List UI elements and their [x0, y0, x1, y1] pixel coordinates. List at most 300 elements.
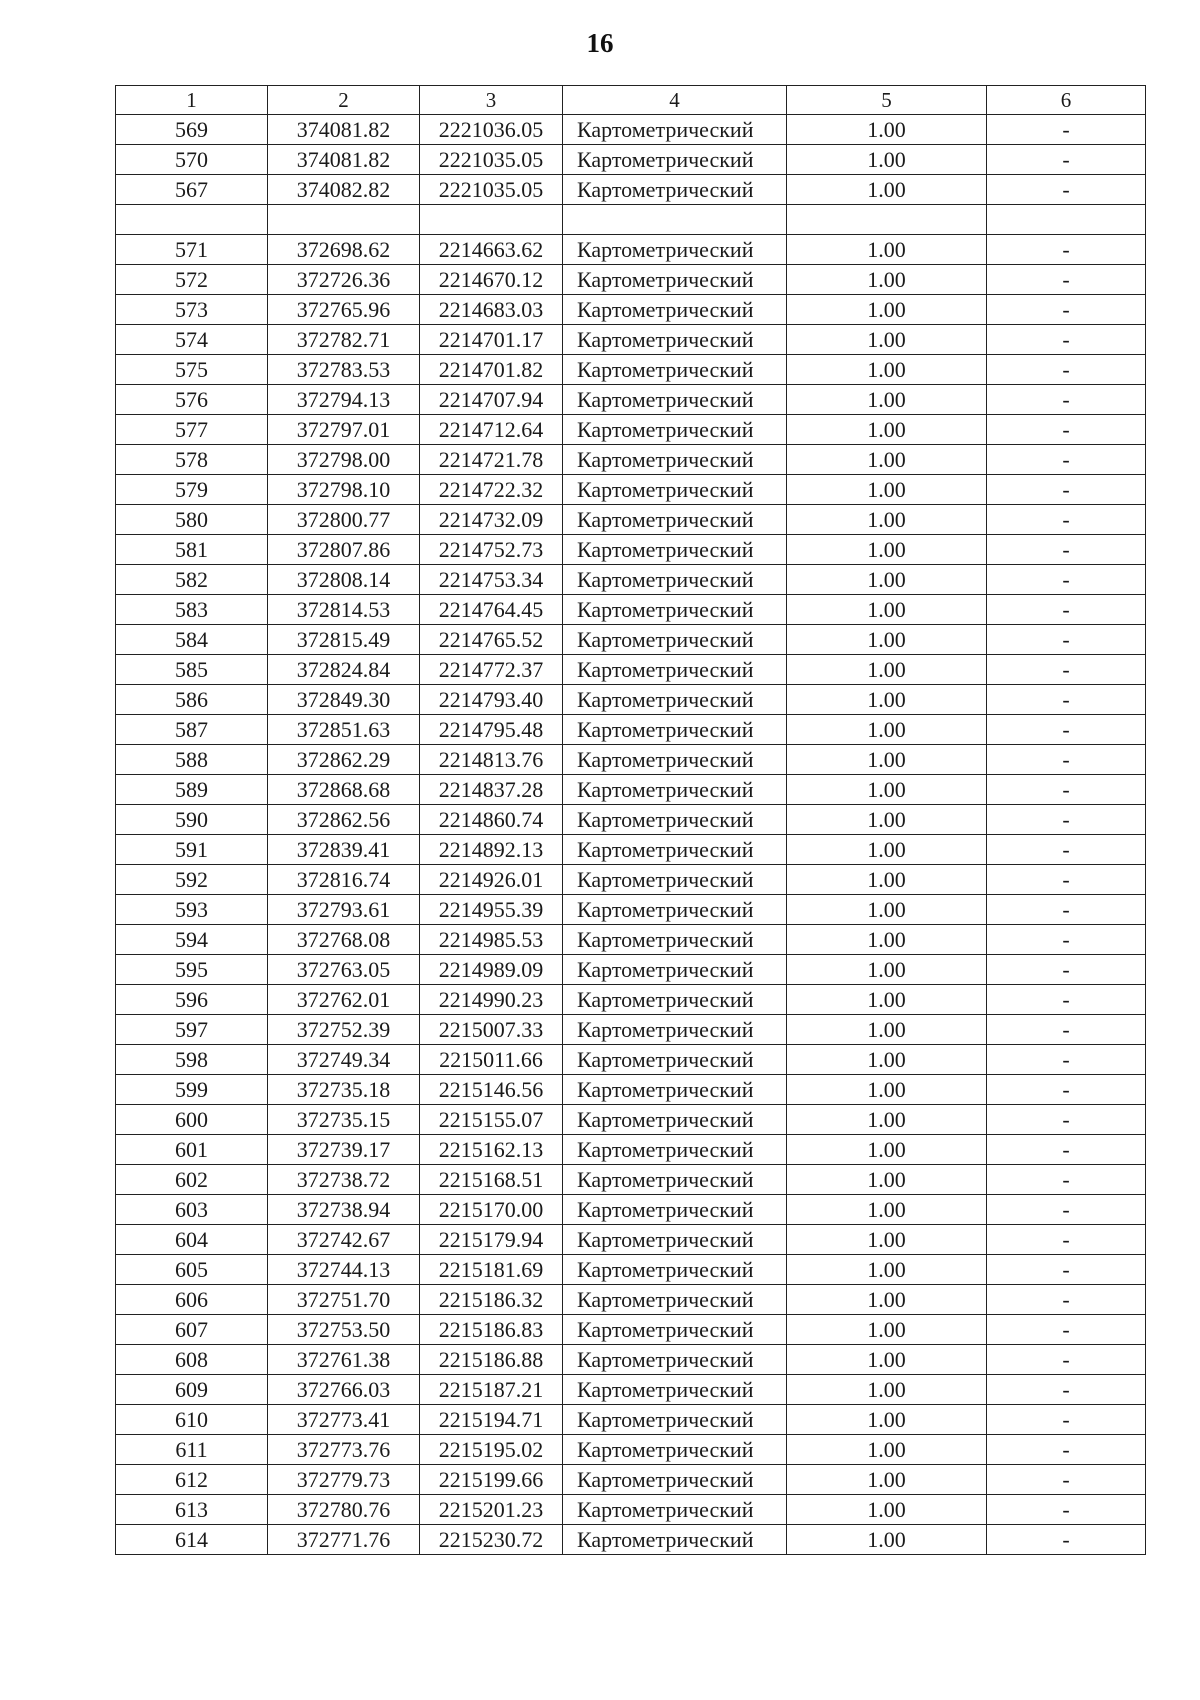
- note-cell: -: [987, 865, 1146, 895]
- table-row: [116, 1495, 1146, 1525]
- x-coordinate-cell: 372808.14: [268, 565, 420, 595]
- x-coordinate-cell: 372782.71: [268, 325, 420, 355]
- point-number-cell: 613: [116, 1495, 268, 1525]
- accuracy-cell: 1.00: [787, 1315, 987, 1345]
- note-cell: -: [987, 1105, 1146, 1135]
- accuracy-cell: 1.00: [787, 715, 987, 745]
- accuracy-cell: 1.00: [787, 415, 987, 445]
- method-cell: Картометрический: [563, 1165, 787, 1195]
- table-row: [116, 1375, 1146, 1405]
- y-coordinate-cell: 2215146.56: [420, 1075, 563, 1105]
- y-coordinate-cell: 2215181.69: [420, 1255, 563, 1285]
- note-cell: -: [987, 175, 1146, 205]
- y-coordinate-cell: 2215007.33: [420, 1015, 563, 1045]
- y-coordinate-cell: 2215186.88: [420, 1345, 563, 1375]
- x-coordinate-cell: 372807.86: [268, 535, 420, 565]
- y-coordinate-cell: 2214765.52: [420, 625, 563, 655]
- table-row: [116, 1405, 1146, 1435]
- x-coordinate-cell: 372797.01: [268, 415, 420, 445]
- point-number-cell: 607: [116, 1315, 268, 1345]
- table-row: [116, 625, 1146, 655]
- x-coordinate-cell: 372698.62: [268, 235, 420, 265]
- note-cell: -: [987, 1375, 1146, 1405]
- note-cell: -: [987, 895, 1146, 925]
- point-number-cell: 590: [116, 805, 268, 835]
- point-number-cell: 609: [116, 1375, 268, 1405]
- method-cell: Картометрический: [563, 235, 787, 265]
- point-number-cell: 571: [116, 235, 268, 265]
- point-number-cell: 587: [116, 715, 268, 745]
- x-coordinate-cell: 374081.82: [268, 115, 420, 145]
- y-coordinate-cell: 2214990.23: [420, 985, 563, 1015]
- y-coordinate-cell: 2215011.66: [420, 1045, 563, 1075]
- x-coordinate-cell: 372738.94: [268, 1195, 420, 1225]
- accuracy-cell: 1.00: [787, 445, 987, 475]
- y-coordinate-cell: 2215201.23: [420, 1495, 563, 1525]
- page-number: 16: [586, 28, 614, 58]
- note-cell: -: [987, 955, 1146, 985]
- point-number-cell: 595: [116, 955, 268, 985]
- table-row: [116, 505, 1146, 535]
- method-cell: Картометрический: [563, 775, 787, 805]
- x-coordinate-cell: 372752.39: [268, 1015, 420, 1045]
- table-row: [116, 685, 1146, 715]
- point-number-cell: 574: [116, 325, 268, 355]
- method-cell: Картометрический: [563, 415, 787, 445]
- y-coordinate-cell: 2214670.12: [420, 265, 563, 295]
- point-number-cell: 601: [116, 1135, 268, 1165]
- accuracy-cell: 1.00: [787, 535, 987, 565]
- x-coordinate-cell: 372751.70: [268, 1285, 420, 1315]
- table-row: [116, 1045, 1146, 1075]
- accuracy-cell: 1.00: [787, 1225, 987, 1255]
- column-header-1: 1: [116, 86, 268, 115]
- empty-cell: [268, 205, 420, 235]
- column-header-2: 2: [268, 86, 420, 115]
- method-cell: Картометрический: [563, 115, 787, 145]
- x-coordinate-cell: 372793.61: [268, 895, 420, 925]
- x-coordinate-cell: 372771.76: [268, 1525, 420, 1555]
- y-coordinate-cell: 2214712.64: [420, 415, 563, 445]
- table-row: [116, 1165, 1146, 1195]
- point-number-cell: 605: [116, 1255, 268, 1285]
- method-cell: Картометрический: [563, 1315, 787, 1345]
- method-cell: Картометрический: [563, 805, 787, 835]
- accuracy-cell: 1.00: [787, 385, 987, 415]
- point-number-cell: 573: [116, 295, 268, 325]
- point-number-cell: 570: [116, 145, 268, 175]
- accuracy-cell: 1.00: [787, 1075, 987, 1105]
- point-number-cell: 608: [116, 1345, 268, 1375]
- y-coordinate-cell: 2215179.94: [420, 1225, 563, 1255]
- y-coordinate-cell: 2215199.66: [420, 1465, 563, 1495]
- note-cell: -: [987, 235, 1146, 265]
- table-row: [116, 1465, 1146, 1495]
- method-cell: Картометрический: [563, 835, 787, 865]
- x-coordinate-cell: 372739.17: [268, 1135, 420, 1165]
- method-cell: Картометрический: [563, 1345, 787, 1375]
- note-cell: -: [987, 415, 1146, 445]
- accuracy-cell: 1.00: [787, 775, 987, 805]
- y-coordinate-cell: 2215186.83: [420, 1315, 563, 1345]
- y-coordinate-cell: 2215162.13: [420, 1135, 563, 1165]
- accuracy-cell: 1.00: [787, 1045, 987, 1075]
- note-cell: -: [987, 445, 1146, 475]
- x-coordinate-cell: 372794.13: [268, 385, 420, 415]
- point-number-cell: 602: [116, 1165, 268, 1195]
- y-coordinate-cell: 2215187.21: [420, 1375, 563, 1405]
- table-row: [116, 175, 1146, 205]
- x-coordinate-cell: 372744.13: [268, 1255, 420, 1285]
- accuracy-cell: 1.00: [787, 985, 987, 1015]
- method-cell: Картометрический: [563, 865, 787, 895]
- column-header-6: 6: [987, 86, 1146, 115]
- point-number-cell: 576: [116, 385, 268, 415]
- y-coordinate-cell: 2214813.76: [420, 745, 563, 775]
- note-cell: -: [987, 1285, 1146, 1315]
- table-row: [116, 325, 1146, 355]
- table-row: [116, 1015, 1146, 1045]
- method-cell: Картометрический: [563, 1285, 787, 1315]
- x-coordinate-cell: 372762.01: [268, 985, 420, 1015]
- point-number-cell: 594: [116, 925, 268, 955]
- y-coordinate-cell: 2221036.05: [420, 115, 563, 145]
- accuracy-cell: 1.00: [787, 1135, 987, 1165]
- x-coordinate-cell: 372742.67: [268, 1225, 420, 1255]
- point-number-cell: 575: [116, 355, 268, 385]
- method-cell: Картометрический: [563, 1435, 787, 1465]
- method-cell: Картометрический: [563, 625, 787, 655]
- y-coordinate-cell: 2214955.39: [420, 895, 563, 925]
- note-cell: -: [987, 535, 1146, 565]
- x-coordinate-cell: 372839.41: [268, 835, 420, 865]
- point-number-cell: 611: [116, 1435, 268, 1465]
- accuracy-cell: 1.00: [787, 1255, 987, 1285]
- method-cell: Картометрический: [563, 895, 787, 925]
- table-row: [116, 775, 1146, 805]
- accuracy-cell: 1.00: [787, 745, 987, 775]
- note-cell: -: [987, 925, 1146, 955]
- note-cell: -: [987, 1525, 1146, 1555]
- x-coordinate-cell: 372761.38: [268, 1345, 420, 1375]
- note-cell: -: [987, 355, 1146, 385]
- empty-cell: [987, 205, 1146, 235]
- table-row: [116, 985, 1146, 1015]
- method-cell: Картометрический: [563, 1195, 787, 1225]
- note-cell: -: [987, 145, 1146, 175]
- table-row: [116, 655, 1146, 685]
- y-coordinate-cell: 2214752.73: [420, 535, 563, 565]
- note-cell: -: [987, 835, 1146, 865]
- x-coordinate-cell: 372824.84: [268, 655, 420, 685]
- method-cell: Картометрический: [563, 1045, 787, 1075]
- method-cell: Картометрический: [563, 745, 787, 775]
- table-row: [116, 1105, 1146, 1135]
- x-coordinate-cell: 372798.10: [268, 475, 420, 505]
- accuracy-cell: 1.00: [787, 685, 987, 715]
- method-cell: Картометрический: [563, 1495, 787, 1525]
- x-coordinate-cell: 372749.34: [268, 1045, 420, 1075]
- method-cell: Картометрический: [563, 1015, 787, 1045]
- note-cell: -: [987, 1015, 1146, 1045]
- method-cell: Картометрический: [563, 1135, 787, 1165]
- point-number-cell: 612: [116, 1465, 268, 1495]
- table-header-row: [116, 86, 1146, 115]
- x-coordinate-cell: 372780.76: [268, 1495, 420, 1525]
- accuracy-cell: 1.00: [787, 805, 987, 835]
- note-cell: -: [987, 1435, 1146, 1465]
- y-coordinate-cell: 2215194.71: [420, 1405, 563, 1435]
- table-row: [116, 595, 1146, 625]
- accuracy-cell: 1.00: [787, 475, 987, 505]
- y-coordinate-cell: 2221035.05: [420, 145, 563, 175]
- method-cell: Картометрический: [563, 1525, 787, 1555]
- x-coordinate-cell: 372766.03: [268, 1375, 420, 1405]
- note-cell: -: [987, 655, 1146, 685]
- y-coordinate-cell: 2215170.00: [420, 1195, 563, 1225]
- x-coordinate-cell: 372862.29: [268, 745, 420, 775]
- x-coordinate-cell: 372816.74: [268, 865, 420, 895]
- method-cell: Картометрический: [563, 595, 787, 625]
- x-coordinate-cell: 372735.15: [268, 1105, 420, 1135]
- note-cell: -: [987, 1075, 1146, 1105]
- method-cell: Картометрический: [563, 1255, 787, 1285]
- method-cell: Картометрический: [563, 1465, 787, 1495]
- y-coordinate-cell: 2214732.09: [420, 505, 563, 535]
- x-coordinate-cell: 372798.00: [268, 445, 420, 475]
- method-cell: Картометрический: [563, 985, 787, 1015]
- note-cell: -: [987, 985, 1146, 1015]
- table-row: [116, 565, 1146, 595]
- table-row: [116, 955, 1146, 985]
- point-number-cell: 603: [116, 1195, 268, 1225]
- accuracy-cell: 1.00: [787, 865, 987, 895]
- table-row: [116, 355, 1146, 385]
- point-number-cell: 597: [116, 1015, 268, 1045]
- note-cell: -: [987, 565, 1146, 595]
- table-row: [116, 1435, 1146, 1465]
- method-cell: Картометрический: [563, 1375, 787, 1405]
- point-number-cell: 569: [116, 115, 268, 145]
- x-coordinate-cell: 372763.05: [268, 955, 420, 985]
- accuracy-cell: 1.00: [787, 925, 987, 955]
- y-coordinate-cell: 2214721.78: [420, 445, 563, 475]
- table-row: [116, 1285, 1146, 1315]
- table-row: [116, 715, 1146, 745]
- table-row: [116, 835, 1146, 865]
- x-coordinate-cell: 372779.73: [268, 1465, 420, 1495]
- column-header-4: 4: [563, 86, 787, 115]
- point-number-cell: 606: [116, 1285, 268, 1315]
- note-cell: -: [987, 1345, 1146, 1375]
- accuracy-cell: 1.00: [787, 175, 987, 205]
- accuracy-cell: 1.00: [787, 1345, 987, 1375]
- accuracy-cell: 1.00: [787, 355, 987, 385]
- x-coordinate-cell: 372765.96: [268, 295, 420, 325]
- x-coordinate-cell: 372800.77: [268, 505, 420, 535]
- y-coordinate-cell: 2215155.07: [420, 1105, 563, 1135]
- y-coordinate-cell: 2214772.37: [420, 655, 563, 685]
- point-number-cell: 583: [116, 595, 268, 625]
- y-coordinate-cell: 2214683.03: [420, 295, 563, 325]
- method-cell: Картометрический: [563, 1405, 787, 1435]
- accuracy-cell: 1.00: [787, 1375, 987, 1405]
- note-cell: -: [987, 1465, 1146, 1495]
- method-cell: Картометрический: [563, 715, 787, 745]
- note-cell: -: [987, 475, 1146, 505]
- method-cell: Картометрический: [563, 1105, 787, 1135]
- y-coordinate-cell: 2214764.45: [420, 595, 563, 625]
- accuracy-cell: 1.00: [787, 1465, 987, 1495]
- note-cell: -: [987, 1495, 1146, 1525]
- note-cell: -: [987, 805, 1146, 835]
- accuracy-cell: 1.00: [787, 145, 987, 175]
- point-number-cell: 610: [116, 1405, 268, 1435]
- method-cell: Картометрический: [563, 445, 787, 475]
- table-row: [116, 115, 1146, 145]
- y-coordinate-cell: 2215186.32: [420, 1285, 563, 1315]
- accuracy-cell: 1.00: [787, 1105, 987, 1135]
- point-number-cell: 580: [116, 505, 268, 535]
- accuracy-cell: 1.00: [787, 1015, 987, 1045]
- point-number-cell: 599: [116, 1075, 268, 1105]
- note-cell: -: [987, 325, 1146, 355]
- table-row: [116, 415, 1146, 445]
- method-cell: Картометрический: [563, 325, 787, 355]
- x-coordinate-cell: 372814.53: [268, 595, 420, 625]
- table-row: [116, 1345, 1146, 1375]
- table-row: [116, 445, 1146, 475]
- y-coordinate-cell: 2214707.94: [420, 385, 563, 415]
- x-coordinate-cell: 372735.18: [268, 1075, 420, 1105]
- method-cell: Картометрический: [563, 475, 787, 505]
- accuracy-cell: 1.00: [787, 595, 987, 625]
- x-coordinate-cell: 374081.82: [268, 145, 420, 175]
- table-row: [116, 1225, 1146, 1255]
- column-header-3: 3: [420, 86, 563, 115]
- note-cell: -: [987, 1165, 1146, 1195]
- separator-row: [116, 205, 1146, 235]
- table-row: [116, 1255, 1146, 1285]
- note-cell: -: [987, 625, 1146, 655]
- coordinates-table: [115, 85, 1146, 1555]
- accuracy-cell: 1.00: [787, 505, 987, 535]
- accuracy-cell: 1.00: [787, 1495, 987, 1525]
- table-row: [116, 535, 1146, 565]
- method-cell: Картометрический: [563, 655, 787, 685]
- y-coordinate-cell: 2214985.53: [420, 925, 563, 955]
- accuracy-cell: 1.00: [787, 1195, 987, 1225]
- x-coordinate-cell: 372868.68: [268, 775, 420, 805]
- y-coordinate-cell: 2214793.40: [420, 685, 563, 715]
- y-coordinate-cell: 2214795.48: [420, 715, 563, 745]
- note-cell: -: [987, 775, 1146, 805]
- method-cell: Картометрический: [563, 685, 787, 715]
- x-coordinate-cell: 372815.49: [268, 625, 420, 655]
- point-number-cell: 604: [116, 1225, 268, 1255]
- method-cell: Картометрический: [563, 535, 787, 565]
- y-coordinate-cell: 2215168.51: [420, 1165, 563, 1195]
- point-number-cell: 589: [116, 775, 268, 805]
- accuracy-cell: 1.00: [787, 325, 987, 355]
- accuracy-cell: 1.00: [787, 115, 987, 145]
- x-coordinate-cell: 372851.63: [268, 715, 420, 745]
- accuracy-cell: 1.00: [787, 835, 987, 865]
- point-number-cell: 578: [116, 445, 268, 475]
- point-number-cell: 586: [116, 685, 268, 715]
- accuracy-cell: 1.00: [787, 1165, 987, 1195]
- method-cell: Картометрический: [563, 925, 787, 955]
- point-number-cell: 596: [116, 985, 268, 1015]
- y-coordinate-cell: 2214837.28: [420, 775, 563, 805]
- table-row: [116, 925, 1146, 955]
- y-coordinate-cell: 2214663.62: [420, 235, 563, 265]
- note-cell: -: [987, 1135, 1146, 1165]
- y-coordinate-cell: 2214701.82: [420, 355, 563, 385]
- table-row: [116, 295, 1146, 325]
- x-coordinate-cell: 372783.53: [268, 355, 420, 385]
- method-cell: Картометрический: [563, 175, 787, 205]
- point-number-cell: 614: [116, 1525, 268, 1555]
- table-row: [116, 265, 1146, 295]
- x-coordinate-cell: 372849.30: [268, 685, 420, 715]
- table-row: [116, 745, 1146, 775]
- point-number-cell: 592: [116, 865, 268, 895]
- point-number-cell: 598: [116, 1045, 268, 1075]
- accuracy-cell: 1.00: [787, 955, 987, 985]
- point-number-cell: 591: [116, 835, 268, 865]
- x-coordinate-cell: 372773.41: [268, 1405, 420, 1435]
- y-coordinate-cell: 2215230.72: [420, 1525, 563, 1555]
- note-cell: -: [987, 1225, 1146, 1255]
- table-row: [116, 235, 1146, 265]
- table-row: [116, 1315, 1146, 1345]
- note-cell: -: [987, 1315, 1146, 1345]
- table-body: [116, 115, 1146, 1555]
- accuracy-cell: 1.00: [787, 295, 987, 325]
- note-cell: -: [987, 385, 1146, 415]
- point-number-cell: 600: [116, 1105, 268, 1135]
- note-cell: -: [987, 115, 1146, 145]
- note-cell: -: [987, 715, 1146, 745]
- table-row: [116, 865, 1146, 895]
- table-row: [116, 895, 1146, 925]
- point-number-cell: 572: [116, 265, 268, 295]
- y-coordinate-cell: 2214753.34: [420, 565, 563, 595]
- x-coordinate-cell: 374082.82: [268, 175, 420, 205]
- table-row: [116, 1525, 1146, 1555]
- point-number-cell: 585: [116, 655, 268, 685]
- point-number-cell: 581: [116, 535, 268, 565]
- empty-cell: [563, 205, 787, 235]
- empty-cell: [787, 205, 987, 235]
- table-row: [116, 385, 1146, 415]
- point-number-cell: 567: [116, 175, 268, 205]
- note-cell: -: [987, 505, 1146, 535]
- x-coordinate-cell: 372862.56: [268, 805, 420, 835]
- y-coordinate-cell: 2214722.32: [420, 475, 563, 505]
- note-cell: -: [987, 1195, 1146, 1225]
- note-cell: -: [987, 1045, 1146, 1075]
- y-coordinate-cell: 2214926.01: [420, 865, 563, 895]
- point-number-cell: 593: [116, 895, 268, 925]
- table-row: [116, 145, 1146, 175]
- y-coordinate-cell: 2214892.13: [420, 835, 563, 865]
- y-coordinate-cell: 2214701.17: [420, 325, 563, 355]
- note-cell: -: [987, 595, 1146, 625]
- point-number-cell: 588: [116, 745, 268, 775]
- accuracy-cell: 1.00: [787, 1405, 987, 1435]
